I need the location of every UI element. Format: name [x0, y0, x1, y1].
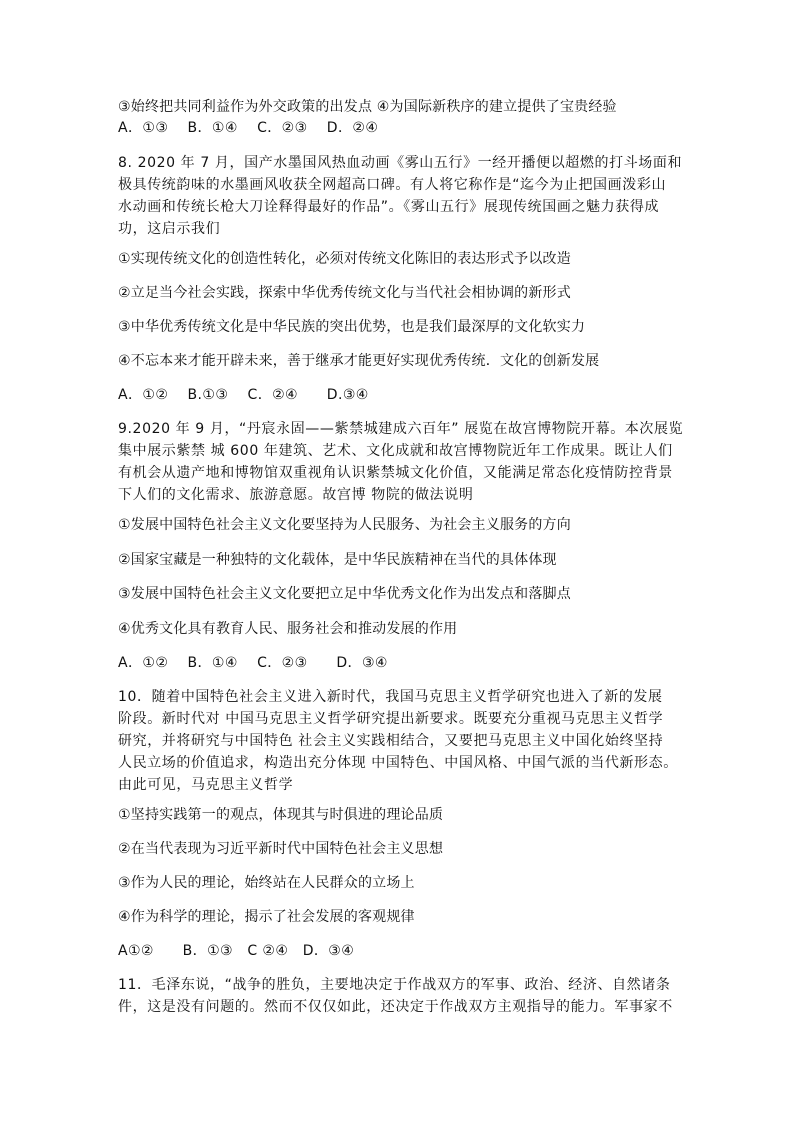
prev-question-item-3: ③始终把共同利益作为外交政策的出发点 ④为国际新秩序的建立提供了宝贵经验 [118, 99, 617, 115]
q9-item-4: ④优秀文化具有教育人民、服务社会和推动发展的作用 [118, 621, 458, 637]
q10-stem-line: 研究，并将研究与中国特色 社会主义实践相结合，又要把马克思主义中国化始终坚持 [118, 733, 664, 749]
q11-stem-line: 11．毛泽东说，“战争的胜负，主要地决定于作战双方的军事、政治、经济、自然诸条 [118, 977, 671, 993]
q8-stem-line: 8. 2020 年 7 月，国产水墨国风热血动画《雾山五行》一经开播便以超燃的打斗场面和 [118, 155, 683, 171]
q8-item-3: ③中华优秀传统文化是中华民族的突出优势，也是我们最深厚的文化软实力 [118, 319, 586, 335]
q11-stem-line: 件，这是没有问题的。然而不仅仅如此，还决定于作战双方主观指导的能力。军事家不 [118, 999, 673, 1015]
q9-stem-line: 下人们的文化需求、旅游意愿。故宫博 物院的做法说明 [118, 487, 474, 503]
q8-item-2: ②立足当今社会实践，探索中华优秀传统文化与当代社会相协调的新形式 [118, 285, 571, 301]
q9-stem-line: 9.2020 年 9 月，“丹宸永固——紫禁城建成六百年” 展览在故宫博物院开幕。本次展览 [118, 421, 684, 437]
q10-stem-line: 人民立场的价值追求，构造出充分体现 中国特色、中国风格、中国气派的当代新形态。 [118, 755, 678, 771]
q10-item-3: ③作为人民的理论，始终站在人民群众的立场上 [118, 875, 415, 891]
q10-stem-line: 由此可见，马克思主义哲学 [118, 777, 294, 793]
q10-stem-line: 10．随着中国特色社会主义进入新时代，我国马克思主义哲学研究也进入了新的发展 [118, 689, 663, 705]
q10-stem-line: 阶段。新时代对 中国马克思主义哲学研究提出新要求。既要充分重视马克思主义哲学 [118, 711, 664, 727]
q8-item-1: ①实现传统文化的创造性转化，必须对传统文化陈旧的表达形式予以改造 [118, 251, 571, 267]
q9-options: A．①② B．①④ C．②③ D．③④ [118, 655, 388, 671]
q10-item-4: ④作为科学的理论，揭示了社会发展的客观规律 [118, 909, 415, 925]
q8-stem-line: 水动画和传统长枪大刀诠释得最好的作品”。《雾山五行》展现传统国画之魅力获得成 [118, 199, 660, 215]
q10-item-2: ②在当代表现为习近平新时代中国特色社会主义思想 [118, 841, 444, 857]
q8-stem-line: 功，这启示我们 [118, 221, 221, 237]
q9-item-1: ①发展中国特色社会主义文化要坚持为人民服务、为社会主义服务的方向 [118, 517, 571, 533]
q9-item-2: ②国家宝藏是一种独特的文化载体，是中华民族精神在当代的具体体现 [118, 552, 557, 568]
q10-item-1: ①坚持实践第一的观点，体现其与时俱进的理论品质 [118, 807, 444, 823]
q10-options: A①② B．①③ C ②④ D．③④ [118, 943, 355, 959]
q8-options: A．①② B.①③ C．②④ D.③④ [118, 387, 369, 403]
q9-item-3: ③发展中国特色社会主义文化要把立足中华优秀文化作为出发点和落脚点 [118, 586, 571, 602]
q9-stem-line: 集中展示紫禁 城 600 年建筑、艺术、文化成就和故宫博物院近年工作成果。既让人们 [118, 443, 673, 459]
q8-stem-line: 极具传统韵味的水墨画风收获全网超高口碑。有人将它称作是“迄今为止把国画泼彩山 [118, 177, 667, 193]
q8-item-4: ④不忘本来才能开辟未来，善于继承才能更好实现优秀传统．文化的创新发展 [118, 353, 600, 369]
q9-stem-line: 有机会从遗产地和博物馆双重视角认识紫禁城文化价值，又能满足常态化疫情防控背景 [118, 465, 673, 481]
prev-question-options: A．①③ B．①④ C．②③ D．②④ [118, 120, 379, 136]
